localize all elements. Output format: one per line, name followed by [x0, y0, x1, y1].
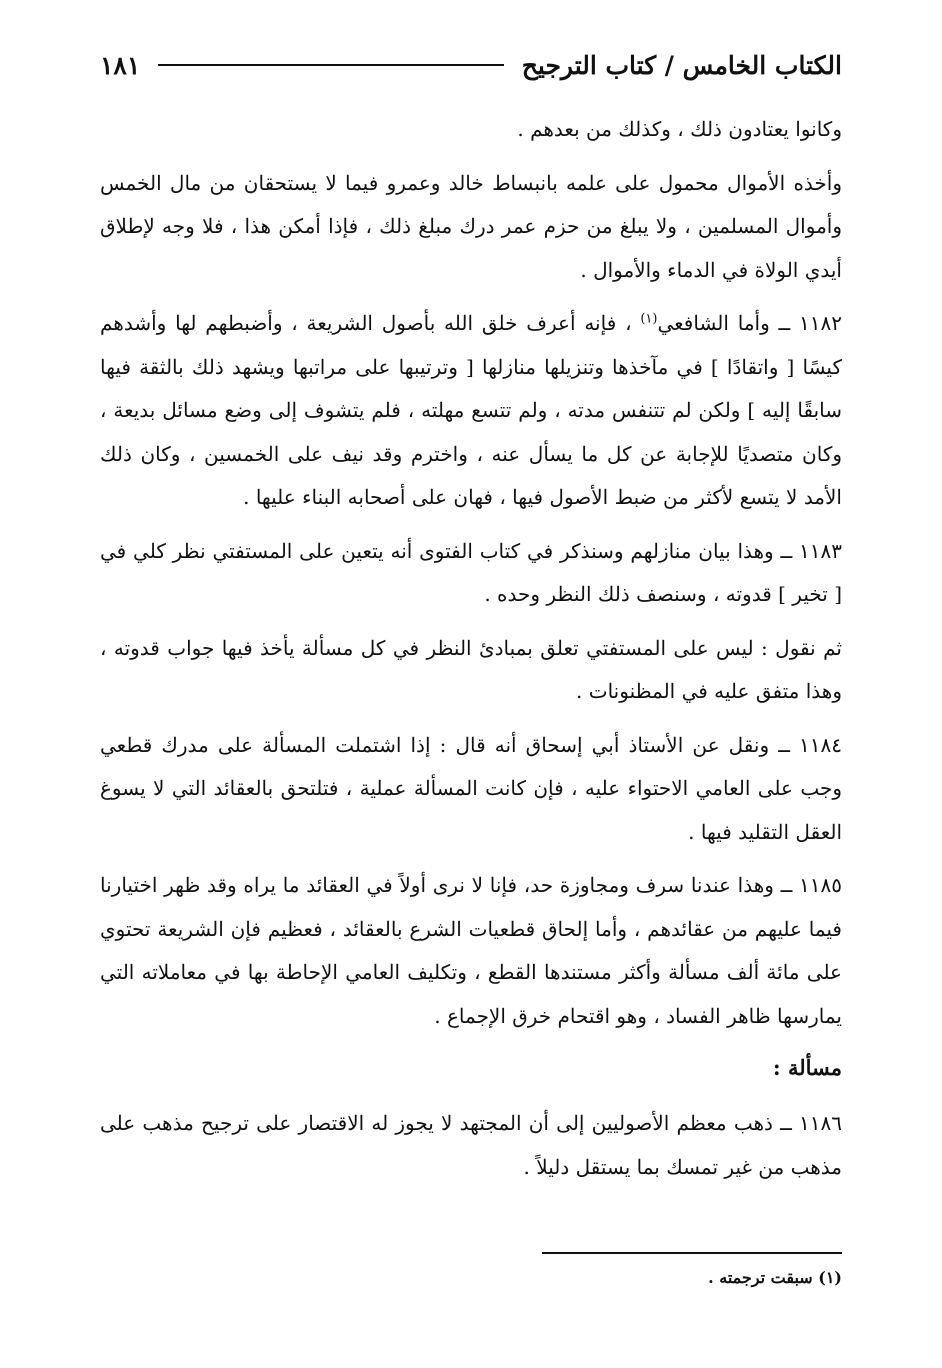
paragraph-1182 [100, 302, 842, 520]
header-rule [158, 64, 503, 66]
footnote: (١) سبقت ترجمته . [708, 1268, 842, 1287]
paragraph: وأخذه الأموال محمول على علمه بانبساط خالد وعمرو فيما لا يستحقان من مال الخمس وأموال المسلمين ، ولا يبلغ من حزم عمر درك مبلغ ذلك ، فإذا أمكن هذا ، فلا وجه لإطلاق أيدي الولاة في الدماء والأموال . [100, 170, 842, 282]
footnote-reference[interactable]: (١) [640, 311, 658, 327]
running-title: الكتاب الخامس / كتاب الترجيح [521, 50, 842, 80]
paragraph: ثم نقول : ليس على المستفتي تعلق بمبادئ النظر في كل مسألة يأخذ فيها جواب قدوته ، وهذا متفق عليه في المظنونات . [100, 635, 842, 703]
paragraph-1182-start: ١١٨٢ ــ وأما الشافعي [657, 311, 843, 335]
footnote-rule [542, 1252, 842, 1254]
footnotes [100, 1252, 842, 1287]
paragraph-1185: ١١٨٥ ــ وهذا عندنا سرف ومجاوزة حد، فإنا لا نرى أولاً في العقائد ما يراه وقد ظهر اختيارنا فيما عليهم من عقائدهم ، وأما إلحاق قطعيات الشرع بالعقائد ، فعظيم فإن الشريعة تحتوي على مائة ألف مسألة وأكثر مستندها القطع ، وتكليف العامي الإحاطة بها في معاملاته التي يمارسها ظاهر الفساد ، وهو اقتحام خرق الإجماع . [100, 873, 842, 1028]
paragraph-1184: ١١٨٤ ــ ونقل عن الأستاذ أبي إسحاق أنه قال : إذا اشتملت المسألة على مدرك قطعي وجب على العامي الاحتواء عليه ، فإن كانت المسألة عملية ، فتلتحق بالعقائد التي لا يسوغ العقل التقليد فيها . [100, 732, 842, 844]
paragraph-1183: ١١٨٣ ــ وهذا بيان منازلهم وسنذكر في كتاب الفتوى أنه يتعين على المستفتي نظر كلي في [ تخير ] قدوته ، وسنصف ذلك النظر وحده . [100, 538, 842, 606]
paragraph-1186: ١١٨٦ ــ ذهب معظم الأصوليين إلى أن المجتهد لا يجوز له الاقتصار على ترجيح مذهب على مذهب من غير تمسك بما يستقل دليلاً . [100, 1111, 842, 1179]
paragraph: وكانوا يعتادون ذلك ، وكذلك من بعدهم . [517, 117, 842, 141]
page-body [100, 108, 842, 1189]
page-header [100, 40, 842, 90]
book-page [100, 40, 842, 1340]
section-heading: مسألة : [772, 1055, 842, 1080]
page-number: ١٨١ [100, 50, 141, 80]
paragraph-1182-rest: ، فإنه أعرف خلق الله بأصول الشريعة ، وأضبطهم لها وأشدهم كيسًا [ واتقادًا ] في مآخذها وتنزيلها منازلها [ وترتيبها على مراتبها ويشهد ذلك بالثقة فيها سابقًا إليه ] ولكن لم تتنفس مدته ، ولم تتسع مهلته ، فلم يتشوف إلى وضع مسائل بديعة ، وكان متصديًا للإجابة عن كل ما يسأل عنه ، واخترم وقد نيف على الخمسين ، وكان ذلك الأمد لا يتسع لأكثر من ضبط الأصول فيها ، فهان على أصحابه البناء عليها . [100, 311, 842, 509]
